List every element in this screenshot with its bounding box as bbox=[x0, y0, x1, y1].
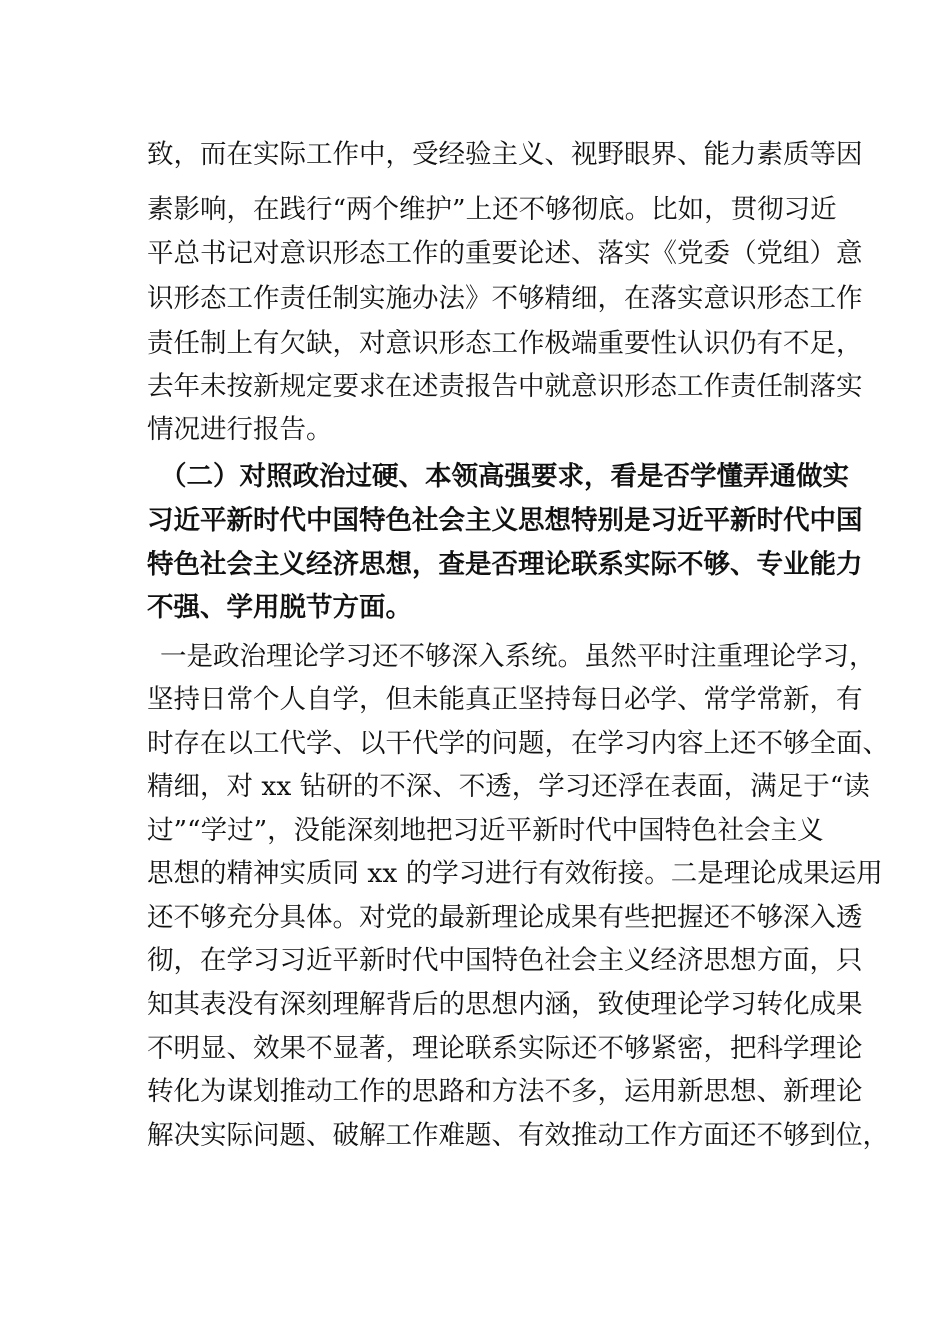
paragraph-3-line-8: 彻，在学习习近平新时代中国特色社会主义经济思想方面，只 bbox=[147, 945, 863, 976]
paragraph-3-line-6: 思想的精神实质同 xx 的学习进行有效衔接。二是理论成果运用 bbox=[147, 858, 883, 889]
paragraph-3-line-4: 精细，对 xx 钻研的不深、不透，学习还浮在表面，满足于“读 bbox=[147, 771, 870, 802]
paragraph-3-line-12: 解决实际问题、破解工作难题、有效推动工作方面还不够到位， bbox=[147, 1120, 889, 1151]
paragraph-3-line-1: 一是政治理论学习还不够深入系统。虽然平时注重理论学习， bbox=[160, 641, 876, 672]
paragraph-3-line-7: 还不够充分具体。对党的最新理论成果有些把握还不够深入透 bbox=[147, 902, 863, 933]
paragraph-1-line-1: 致，而在实际工作中，受经验主义、视野眼界、能力素质等因 bbox=[147, 139, 863, 170]
paragraph-3-line-9: 知其表没有深刻理解背后的思想内涵，致使理论学习转化成果 bbox=[147, 989, 863, 1020]
section-heading-line-3: 特色社会主义经济思想，查是否理论联系实际不够、专业能力 bbox=[147, 549, 863, 580]
paragraph-1-line-3: 平总书记对意识形态工作的重要论述、落实《党委（党组）意 bbox=[147, 238, 863, 269]
paragraph-1-line-5: 责任制上有欠缺，对意识形态工作极端重要性认识仍有不足， bbox=[147, 328, 863, 359]
paragraph-3-line-2: 坚持日常个人自学，但未能真正坚持每日必学、常学常新，有 bbox=[147, 684, 863, 715]
section-heading-line-4: 不强、学用脱节方面。 bbox=[147, 592, 412, 623]
paragraph-3-line-5: 过”“学过”，没能深刻地把习近平新时代中国特色社会主义 bbox=[147, 815, 824, 846]
section-heading-line-1: （二）对照政治过硬、本领高强要求，看是否学懂弄通做实 bbox=[160, 461, 849, 492]
paragraph-3-line-10: 不明显、效果不显著，理论联系实际还不够紧密，把科学理论 bbox=[147, 1033, 863, 1064]
paragraph-1-line-7: 情况进行报告。 bbox=[147, 414, 333, 445]
paragraph-1-line-6: 去年未按新规定要求在述责报告中就意识形态工作责任制落实 bbox=[147, 371, 863, 402]
section-heading-line-2: 习近平新时代中国特色社会主义思想特别是习近平新时代中国 bbox=[147, 505, 863, 536]
paragraph-3-line-3: 时存在以工代学、以干代学的问题，在学习内容上还不够全面、 bbox=[147, 728, 889, 759]
paragraph-3-line-11: 转化为谋划推动工作的思路和方法不多，运用新思想、新理论 bbox=[147, 1076, 863, 1107]
paragraph-1-line-2: 素影响，在践行“两个维护”上还不够彻底。比如，贯彻习近 bbox=[147, 194, 837, 225]
paragraph-1-line-4: 识形态工作责任制实施办法》不够精细，在落实意识形态工作 bbox=[147, 283, 863, 314]
